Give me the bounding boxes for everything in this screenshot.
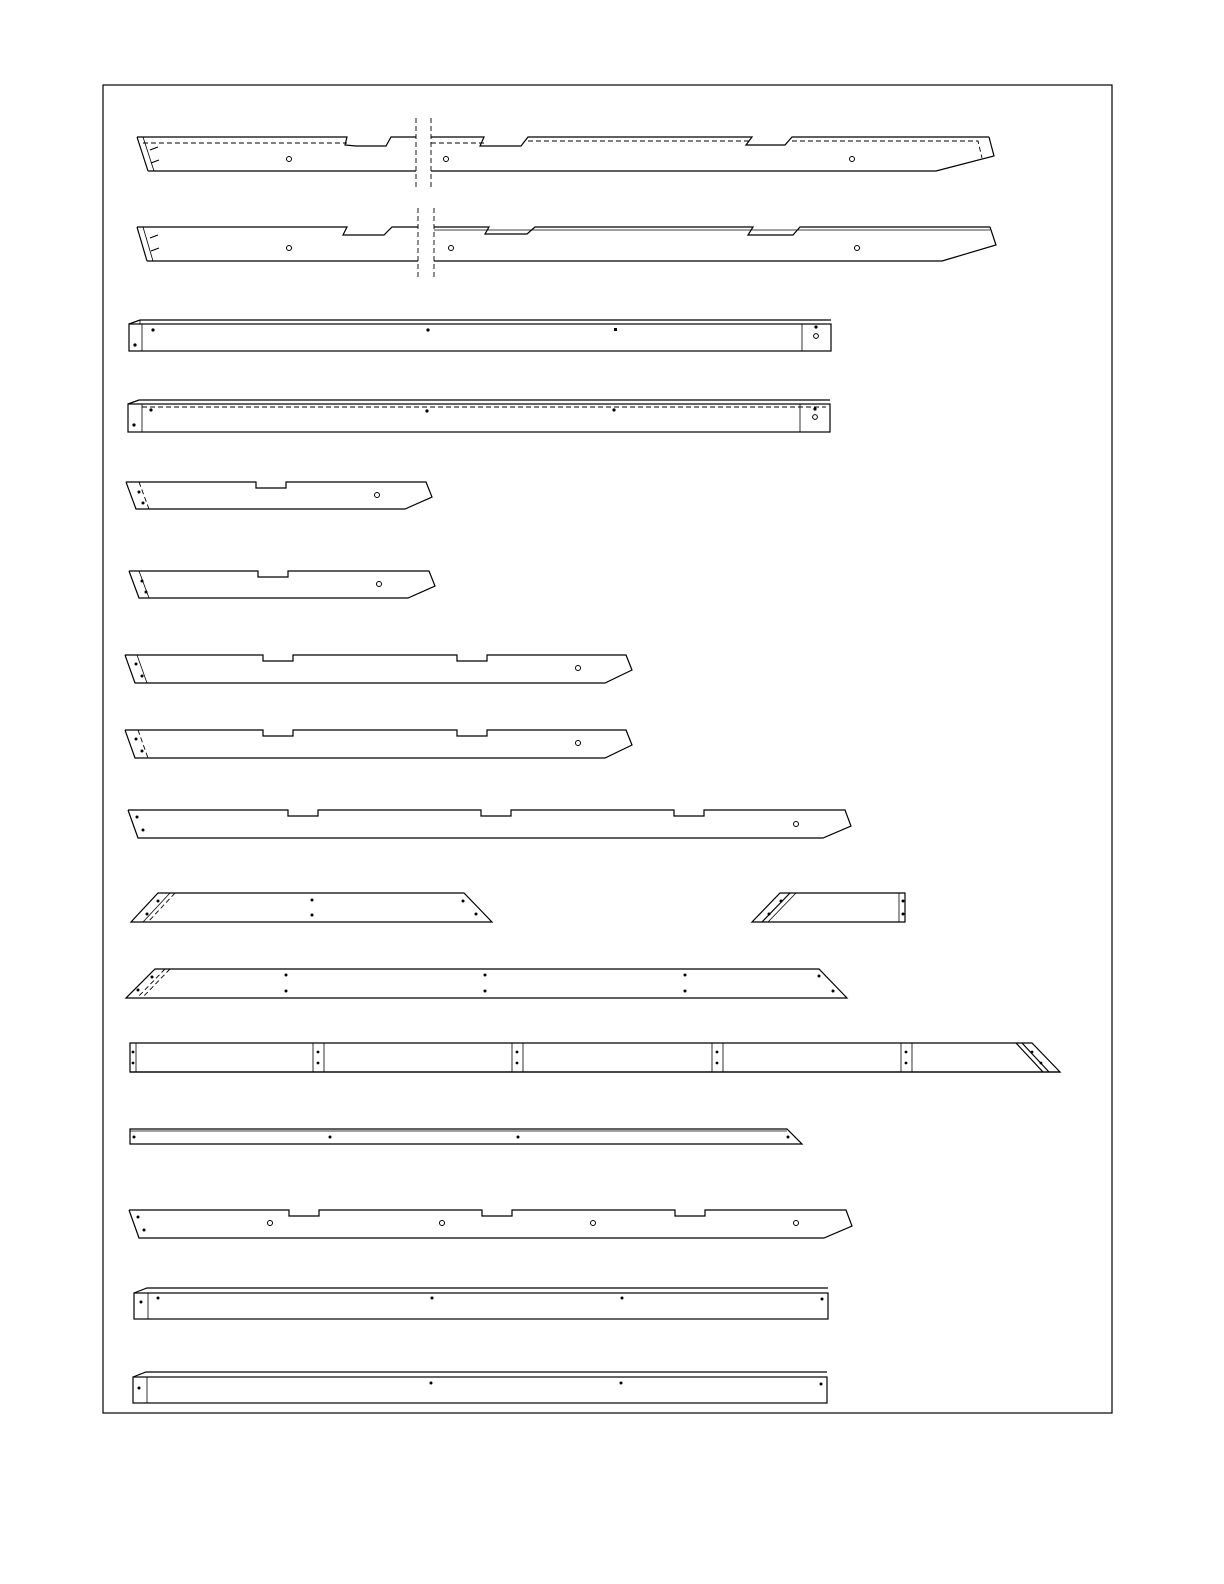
segmented-rail-pilot-hole-17 [516,1051,519,1054]
rail-plain-2-pilot-hole-5 [430,1382,433,1385]
rail-plain-1 [134,1288,828,1319]
beam-long-2-hole-13 [449,246,454,251]
beam-long-1 [137,118,994,188]
beam-long-2-edge-0 [137,227,418,235]
beam-long-1-hole-17 [444,157,449,162]
short-notched-1 [126,482,432,509]
medium-notched-1-edge-0 [125,655,632,683]
medium-notched-2-pilot-hole-2 [135,738,138,741]
mitered-brace-tiny-pilot-hole-5 [768,913,771,916]
segmented-rail-edge-10 [1016,1043,1043,1072]
medium-notched-1-pilot-hole-3 [141,675,144,678]
short-notched-1-pilot-hole-2 [138,491,141,494]
rail-plain-2-pilot-hole-4 [138,1387,141,1390]
segmented-rail [130,1043,1060,1072]
segmented-rail-pilot-hole-20 [716,1062,719,1065]
thin-strip-pilot-hole-3 [329,1136,332,1139]
long-notched-3 [128,810,851,838]
mitered-brace-short-edge-0 [131,893,492,922]
mitered-brace-short-pilot-hole-6 [311,914,314,917]
beam-long-1-hidden-edge-11 [792,141,982,158]
beam-long-2-edge-6 [143,227,153,261]
rail-end-block-1-hole-10 [814,334,819,339]
beam-long-2-edge-5 [942,227,996,261]
medium-notched-1-pilot-hole-2 [135,663,138,666]
rail-plain-1-edge-0 [134,1293,828,1319]
mitered-brace-short-pilot-hole-4 [146,913,149,916]
beam-long-1-hole-18 [850,157,855,162]
rail-end-block-1-edge-1 [129,320,831,324]
short-notched-2-edge-0 [129,571,435,598]
long-notched-4-hole-6 [794,1221,799,1226]
thin-strip-pilot-hole-4 [517,1136,520,1139]
segmented-rail-pilot-hole-14 [132,1062,135,1065]
rail-plain-1-pilot-hole-5 [431,1297,434,1300]
rail-plain-1-pilot-hole-7 [821,1298,824,1301]
beam-long-1-screw-14 [150,147,158,150]
rail-plain-1-edge-1 [134,1288,828,1293]
beam-long-1-hole-16 [287,157,292,162]
mitered-brace-short-pilot-hole-8 [475,913,478,916]
rail-plain-2-pilot-hole-7 [820,1383,823,1386]
segmented-rail-pilot-hole-15 [317,1051,320,1054]
mitered-brace-tiny-pilot-hole-4 [780,900,783,903]
rail-plain-1-pilot-hole-3 [140,1301,143,1304]
mitered-brace-short-edge-1 [143,893,170,922]
long-notched-4-hole-3 [268,1221,273,1226]
mitered-brace-long-hidden-edge-2 [142,969,170,998]
medium-notched-2-pilot-hole-3 [141,750,144,753]
rail-end-block-1-edge-0 [129,324,831,351]
segmented-rail-pilot-hole-23 [1031,1051,1034,1054]
mitered-brace-long-pilot-hole-6 [285,990,288,993]
segmented-rail-pilot-hole-19 [716,1051,719,1054]
short-notched-2-hole-5 [377,582,382,587]
short-notched-2-pilot-hole-4 [145,591,148,594]
medium-notched-1-edge-1 [137,655,147,683]
segmented-rail-pilot-hole-24 [1040,1062,1043,1065]
mitered-brace-long-edge-0 [126,969,847,998]
rail-end-block-2 [128,400,830,432]
beam-long-2 [137,208,996,278]
mitered-brace-long-pilot-hole-3 [151,976,154,979]
mitered-brace-short-pilot-hole-7 [462,900,465,903]
rail-end-block-2-hole-10 [813,415,818,420]
mitered-brace-tiny-pilot-hole-7 [902,913,905,916]
segmented-rail-pilot-hole-13 [132,1051,135,1054]
mitered-brace-long-pilot-hole-9 [684,974,687,977]
medium-notched-1-hole-4 [576,666,581,671]
beam-long-1-edge-1 [431,137,989,146]
rail-end-block-2-edge-0 [128,404,830,432]
thin-strip-pilot-hole-5 [787,1136,790,1139]
mitered-brace-long [126,969,847,998]
long-notched-3-edge-0 [128,810,851,838]
beam-long-1-screw-15 [151,160,159,163]
segmented-rail-pilot-hole-18 [516,1062,519,1065]
short-notched-1-hole-4 [375,493,380,498]
beam-long-2-screw-11 [151,248,159,251]
long-notched-3-pilot-hole-1 [136,816,139,819]
long-notched-3-pilot-hole-2 [142,829,145,832]
beam-long-2-edge-1 [434,227,990,235]
mitered-brace-long-pilot-hole-12 [832,990,835,993]
rail-plain-2 [133,1372,827,1403]
rail-end-block-2-pilot-hole-9 [813,407,816,410]
rail-end-block-1-pilot-hole-5 [133,343,136,346]
mitered-brace-short-hidden-edge-2 [148,893,175,922]
mitered-brace-long-pilot-hole-7 [484,974,487,977]
long-notched-4-hole-5 [591,1221,596,1226]
rail-plain-2-pilot-hole-6 [620,1382,623,1385]
mitered-brace-long-pilot-hole-8 [484,990,487,993]
beam-long-2-hole-12 [287,246,292,251]
short-notched-2 [129,571,435,598]
mitered-brace-tiny-pilot-hole-6 [902,900,905,903]
rail-end-block-1-pilot-hole-8 [614,328,617,331]
mitered-brace-long-pilot-hole-10 [684,990,687,993]
mitered-brace-long-pilot-hole-11 [818,975,821,978]
medium-notched-2-edge-0 [125,730,632,758]
rail-end-block-1 [129,320,831,351]
segmented-rail-pilot-hole-16 [317,1062,320,1065]
thin-strip [130,1129,802,1144]
medium-notched-2-hidden-edge-1 [138,730,148,758]
mitered-brace-short-pilot-hole-3 [157,900,160,903]
mitered-brace-short [131,893,492,922]
long-notched-3-hole-3 [794,822,799,827]
beam-long-1-edge-2 [137,137,148,171]
short-notched-2-edge-1 [139,571,149,598]
page-border [103,85,1112,1413]
medium-notched-2-hole-4 [576,741,581,746]
long-notched-4-pilot-hole-2 [143,1229,146,1232]
beam-long-1-edge-5 [936,137,994,171]
long-notched-4-edge-0 [129,1210,852,1238]
long-notched-4-hole-4 [440,1221,445,1226]
medium-notched-2 [125,730,632,758]
rail-plain-1-pilot-hole-4 [157,1297,160,1300]
long-notched-4 [129,1210,852,1238]
medium-notched-1 [125,655,632,683]
short-notched-1-hidden-edge-1 [139,482,149,509]
mitered-brace-tiny-edge-0 [752,893,905,922]
rail-plain-2-edge-0 [133,1377,827,1403]
rail-end-block-2-pilot-hole-6 [149,408,152,411]
mitered-brace-long-pilot-hole-5 [285,974,288,977]
short-notched-1-pilot-hole-3 [142,502,145,505]
segmented-rail-edge-0 [130,1043,1060,1072]
short-notched-2-pilot-hole-3 [141,580,144,583]
rail-end-block-1-pilot-hole-9 [814,325,817,328]
rail-plain-2-edge-1 [133,1372,827,1377]
mitered-brace-short-pilot-hole-5 [311,899,314,902]
rail-end-block-2-edge-1 [128,400,830,404]
mitered-brace-tiny-edge-3 [768,893,796,922]
beam-long-2-hole-14 [855,246,860,251]
rail-end-block-2-pilot-hole-7 [425,409,428,412]
segmented-rail-pilot-hole-21 [905,1051,908,1054]
rail-end-block-1-pilot-hole-7 [426,328,429,331]
beam-long-1-edge-6 [143,137,154,171]
rail-end-block-2-pilot-hole-5 [132,423,135,426]
rail-end-block-1-pilot-hole-6 [151,328,154,331]
rail-plain-1-pilot-hole-6 [621,1297,624,1300]
short-notched-1-edge-0 [126,482,432,509]
long-notched-4-pilot-hole-1 [137,1216,140,1219]
mitered-brace-long-pilot-hole-4 [137,989,140,992]
segmented-rail-pilot-hole-22 [905,1062,908,1065]
mitered-brace-tiny [752,893,905,922]
beam-long-2-edge-2 [137,227,147,261]
thin-strip-pilot-hole-2 [133,1136,136,1139]
rail-end-block-2-pilot-hole-8 [612,408,615,411]
beam-long-1-edge-0 [137,137,416,146]
beam-long-2-screw-10 [150,235,158,238]
